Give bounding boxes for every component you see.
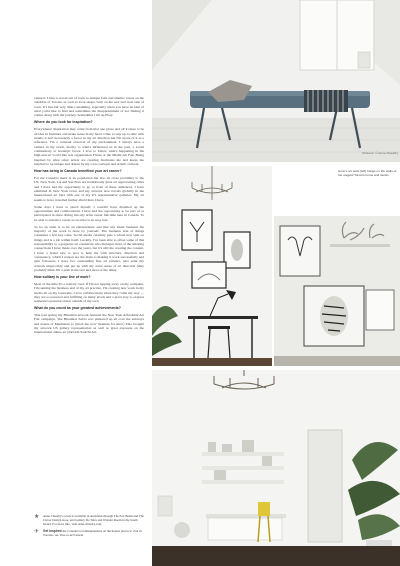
article-credits (34, 514, 144, 540)
studio-illustration (152, 370, 400, 566)
article-paragraph: This past spring my Binomial artwork featured the New York Affordable Art Fair campaign. The Binomial Zebra was plastered up all over the subways and streets of Manhattan (a 'pinch me now' moment for sure!) This brought my artwork US gallery representation as well as great exposure on the international online art platform Saatchi Art. (34, 313, 144, 335)
credit-text: Anne Chaudry's work is available in Auckland through The Fox Beam and The Clever Design store, and Gallery Do Tetra and Wonder Room in the South Island. For more info, visit anne-chaudry.com (43, 514, 144, 526)
star-icon: ★ (34, 514, 40, 520)
credit-rest: Air Canada's recommendations on the hottest places to visit in Toronto, see Visa.co.nz/Canada (43, 529, 142, 537)
bench-photo (152, 0, 400, 162)
question-heading: What do you count as your greatest achievements? (34, 306, 121, 311)
article-paragraph: Some days I have to pinch myself. I couldn't have dreamed up the opportunities and collaborations I have had the opportunity to be part of or participated in since diving into my artist career full-time here in Canada. To be able to sustain a career as an artist is an easy feat. (34, 204, 144, 222)
antler-art-photo (274, 216, 400, 366)
article-paragraph: Everywhere! Inspiration may come from that one glove and all it takes to be an idea in furniture and make sense in my head. I like to stay up-to-date with trends; it isn't necessarily a factor in my art direction but I'm aware of it as a reference. I'm a constant observer of my environment. I always have a camera in my reach, mostly to what's influenced us in the past, a social commentary or nostalgic factor. I love to follow what's happening in the high-end art world like arts organization Frieze or the Miami Art Fair. Being inspired by what other artists are creating fascinates me and keeps me inspired to be unique and driven by my own concepts and artistic outlook. (34, 127, 144, 166)
article-paragraph: For me Canada's merit is its population but also its close proximity to the US. New York, LA and San Fran are traditionally great art appreciating cities and I have had the opportunity to go to front of these audiences. I have exhibited in New York twice and my artwork now travels globally in the international art fairs with one of my US representative galleries. My art seems to have travelled further afield than I have. (34, 175, 144, 202)
plane-icon: ✈ (34, 529, 40, 535)
article-paragraph: Most of the time it's a solitary road. If I'm not tapping away on my computer, I'm running the business end of my art practice. I'm creating new work in my studio all on my lonesome. I love collaborations when they come my way — they are so personal and fulfilling on many levels and a great way to express someone's personal vision outside of my own. (34, 281, 144, 304)
bench-illustration (152, 0, 400, 162)
credit-text (43, 529, 144, 537)
credit-row (34, 514, 144, 526)
page-number: OCT/NOV 2015 | 71 (348, 546, 384, 551)
question-heading: How solitary is your line of work? (34, 274, 91, 279)
credit-row (34, 529, 144, 537)
gallery-wall-photo (152, 166, 272, 366)
article-paragraph: venue it. I like to travel out of town to antique fairs and smaller towns on the outskirts of Toronto as well as local shops, both on the east and west side of town. It's fun but very time-consuming, especially when you have an idea of what you'd like to find and sometimes the disappointment of not finding it comes along with the journey. Sometimes I hit up Ebay. (34, 96, 144, 118)
question-heading: Where do you look for inspiration? (34, 120, 93, 125)
credit-bold: Get Inspired (43, 529, 62, 533)
studio-photo (152, 370, 400, 566)
antler-art-illustration (274, 216, 400, 366)
gallery-wall-illustration (152, 166, 272, 366)
photo-caption: Anne's art work (left) hangs on the walls of her elegant Toronto home and studio. (338, 169, 397, 177)
article-paragraph: To be an artist is to be an entrepreneur, and like any small business the majority of the work is done by yourself. The business side of things consumes a few key roles. Social media certainly puts a whole new spin on things and is a job within itself. Luckily, I've been able to offset some of this responsibility to a gorgeous art consultant who manages most of the amazing connections I have made over the years, but it's still me creating the content. I have a brand new to post it, help me with structure, direction and consistency, which I reckon are the main to making it work successfully and gain followers. I have two outstanding fine art printers, who print my artwork impeccably and put up with my acute sense of art direction (they probably think I'm a pain in the rear end most of the time). (34, 224, 144, 272)
article-body (34, 96, 144, 337)
question-heading: How has being in Canada benefited your art career? (34, 168, 122, 173)
photo-credit: Pictures: © Anne Chaudry (362, 151, 398, 155)
